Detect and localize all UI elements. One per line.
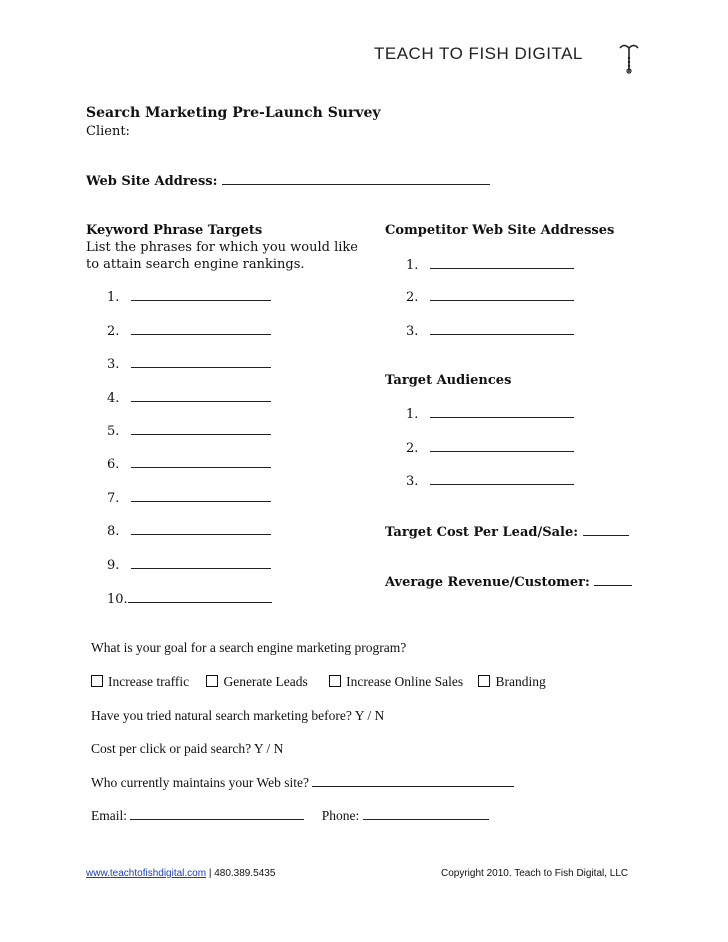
goal-option-label: Increase Online Sales bbox=[346, 674, 464, 689]
keyword-field[interactable] bbox=[131, 523, 271, 535]
audience-number: 3. bbox=[406, 474, 419, 489]
audience-item bbox=[406, 473, 574, 489]
competitor-number: 2. bbox=[406, 290, 419, 305]
footer-copyright: Copyright 2010. Teach to Fish Digital, LLC bbox=[441, 868, 629, 879]
keyword-item bbox=[107, 490, 271, 506]
contact-row bbox=[91, 808, 489, 824]
keyword-desc-line2: to attain search engine rankings. bbox=[86, 257, 305, 272]
maintains-row bbox=[91, 775, 514, 791]
checkbox-icon[interactable] bbox=[478, 675, 490, 687]
competitor-field[interactable] bbox=[430, 257, 574, 269]
keyword-number: 1. bbox=[107, 290, 120, 305]
goal-option-traffic[interactable] bbox=[91, 674, 189, 689]
keyword-number: 4. bbox=[107, 391, 120, 406]
avg-revenue-label: Average Revenue/Customer: bbox=[385, 575, 590, 590]
natural-search-question: Have you tried natural search marketing before? Y / N bbox=[91, 708, 385, 723]
goal-option-branding[interactable] bbox=[478, 674, 545, 689]
phone-label: Phone: bbox=[321, 808, 360, 823]
avg-revenue-row bbox=[385, 574, 632, 590]
email-field[interactable] bbox=[130, 808, 304, 820]
audience-item bbox=[406, 406, 574, 422]
keyword-item bbox=[107, 356, 271, 372]
keyword-field[interactable] bbox=[128, 591, 272, 603]
keyword-heading: Keyword Phrase Targets bbox=[86, 223, 263, 238]
keyword-number: 5. bbox=[107, 424, 120, 439]
audience-item bbox=[406, 440, 574, 456]
website-field[interactable] bbox=[222, 173, 490, 185]
email-label: Email: bbox=[91, 808, 127, 823]
goal-options bbox=[91, 674, 546, 690]
paid-search-question: Cost per click or paid search? Y / N bbox=[91, 741, 284, 756]
audience-field[interactable] bbox=[430, 440, 574, 452]
keyword-field[interactable] bbox=[131, 323, 271, 335]
website-row bbox=[86, 173, 490, 189]
keyword-number: 6. bbox=[107, 457, 120, 472]
keyword-field[interactable] bbox=[131, 289, 271, 301]
audience-number: 2. bbox=[406, 441, 419, 456]
footer-phone: 480.389.5435 bbox=[214, 868, 276, 879]
keyword-item bbox=[107, 557, 271, 573]
goal-option-sales[interactable] bbox=[329, 674, 463, 689]
maintains-question: Who currently maintains your Web site? bbox=[91, 775, 309, 790]
goal-question: What is your goal for a search engine marketing program? bbox=[91, 640, 407, 655]
keyword-number: 7. bbox=[107, 491, 120, 506]
goal-option-leads[interactable] bbox=[206, 674, 307, 689]
keyword-number: 8. bbox=[107, 524, 120, 539]
maintains-field[interactable] bbox=[312, 775, 514, 787]
phone-field[interactable] bbox=[363, 808, 489, 820]
keyword-number: 10. bbox=[107, 592, 128, 607]
checkbox-icon[interactable] bbox=[91, 675, 103, 687]
keyword-number: 3. bbox=[107, 357, 120, 372]
goal-option-label: Generate Leads bbox=[223, 674, 308, 689]
competitor-item bbox=[406, 289, 574, 305]
client-label: Client: bbox=[86, 124, 130, 139]
audience-number: 1. bbox=[406, 407, 419, 422]
avg-revenue-field[interactable] bbox=[594, 574, 632, 586]
keyword-item bbox=[107, 323, 271, 339]
competitor-field[interactable] bbox=[430, 289, 574, 301]
keyword-field[interactable] bbox=[131, 390, 271, 402]
keyword-item bbox=[107, 423, 271, 439]
competitor-number: 3. bbox=[406, 324, 419, 339]
target-cost-field[interactable] bbox=[583, 524, 629, 536]
checkbox-icon[interactable] bbox=[206, 675, 218, 687]
keyword-item bbox=[107, 591, 272, 607]
footer-left bbox=[86, 868, 275, 879]
competitor-item bbox=[406, 257, 574, 273]
target-cost-label: Target Cost Per Lead/Sale: bbox=[385, 525, 579, 540]
website-label: Web Site Address: bbox=[86, 174, 218, 189]
keyword-field[interactable] bbox=[131, 456, 271, 468]
keyword-field[interactable] bbox=[131, 557, 271, 569]
keyword-number: 9. bbox=[107, 558, 120, 573]
audience-field[interactable] bbox=[430, 406, 574, 418]
audience-field[interactable] bbox=[430, 473, 574, 485]
keyword-field[interactable] bbox=[131, 490, 271, 502]
competitor-heading: Competitor Web Site Addresses bbox=[385, 223, 615, 238]
keyword-item bbox=[107, 289, 271, 305]
keyword-field[interactable] bbox=[131, 423, 271, 435]
keyword-item bbox=[107, 523, 271, 539]
footer-website-link[interactable]: www.teachtofishdigital.com bbox=[86, 868, 207, 879]
target-cost-row bbox=[385, 524, 629, 540]
keyword-number: 2. bbox=[107, 324, 120, 339]
keyword-desc-line1: List the phrases for which you would like bbox=[86, 240, 358, 255]
keyword-field[interactable] bbox=[131, 356, 271, 368]
keyword-item bbox=[107, 456, 271, 472]
goal-option-label: Branding bbox=[495, 674, 546, 689]
company-logo-text: TEACH TO FISH DIGITAL bbox=[374, 44, 583, 63]
fishhook-logo-icon bbox=[618, 42, 640, 80]
competitor-number: 1. bbox=[406, 258, 419, 273]
competitor-field[interactable] bbox=[430, 323, 574, 335]
audience-heading: Target Audiences bbox=[385, 373, 512, 388]
goal-option-label: Increase traffic bbox=[108, 674, 190, 689]
keyword-item bbox=[107, 390, 271, 406]
checkbox-icon[interactable] bbox=[329, 675, 341, 687]
footer-separator: | bbox=[206, 868, 215, 879]
competitor-item bbox=[406, 323, 574, 339]
survey-title: Search Marketing Pre-Launch Survey bbox=[86, 105, 381, 121]
